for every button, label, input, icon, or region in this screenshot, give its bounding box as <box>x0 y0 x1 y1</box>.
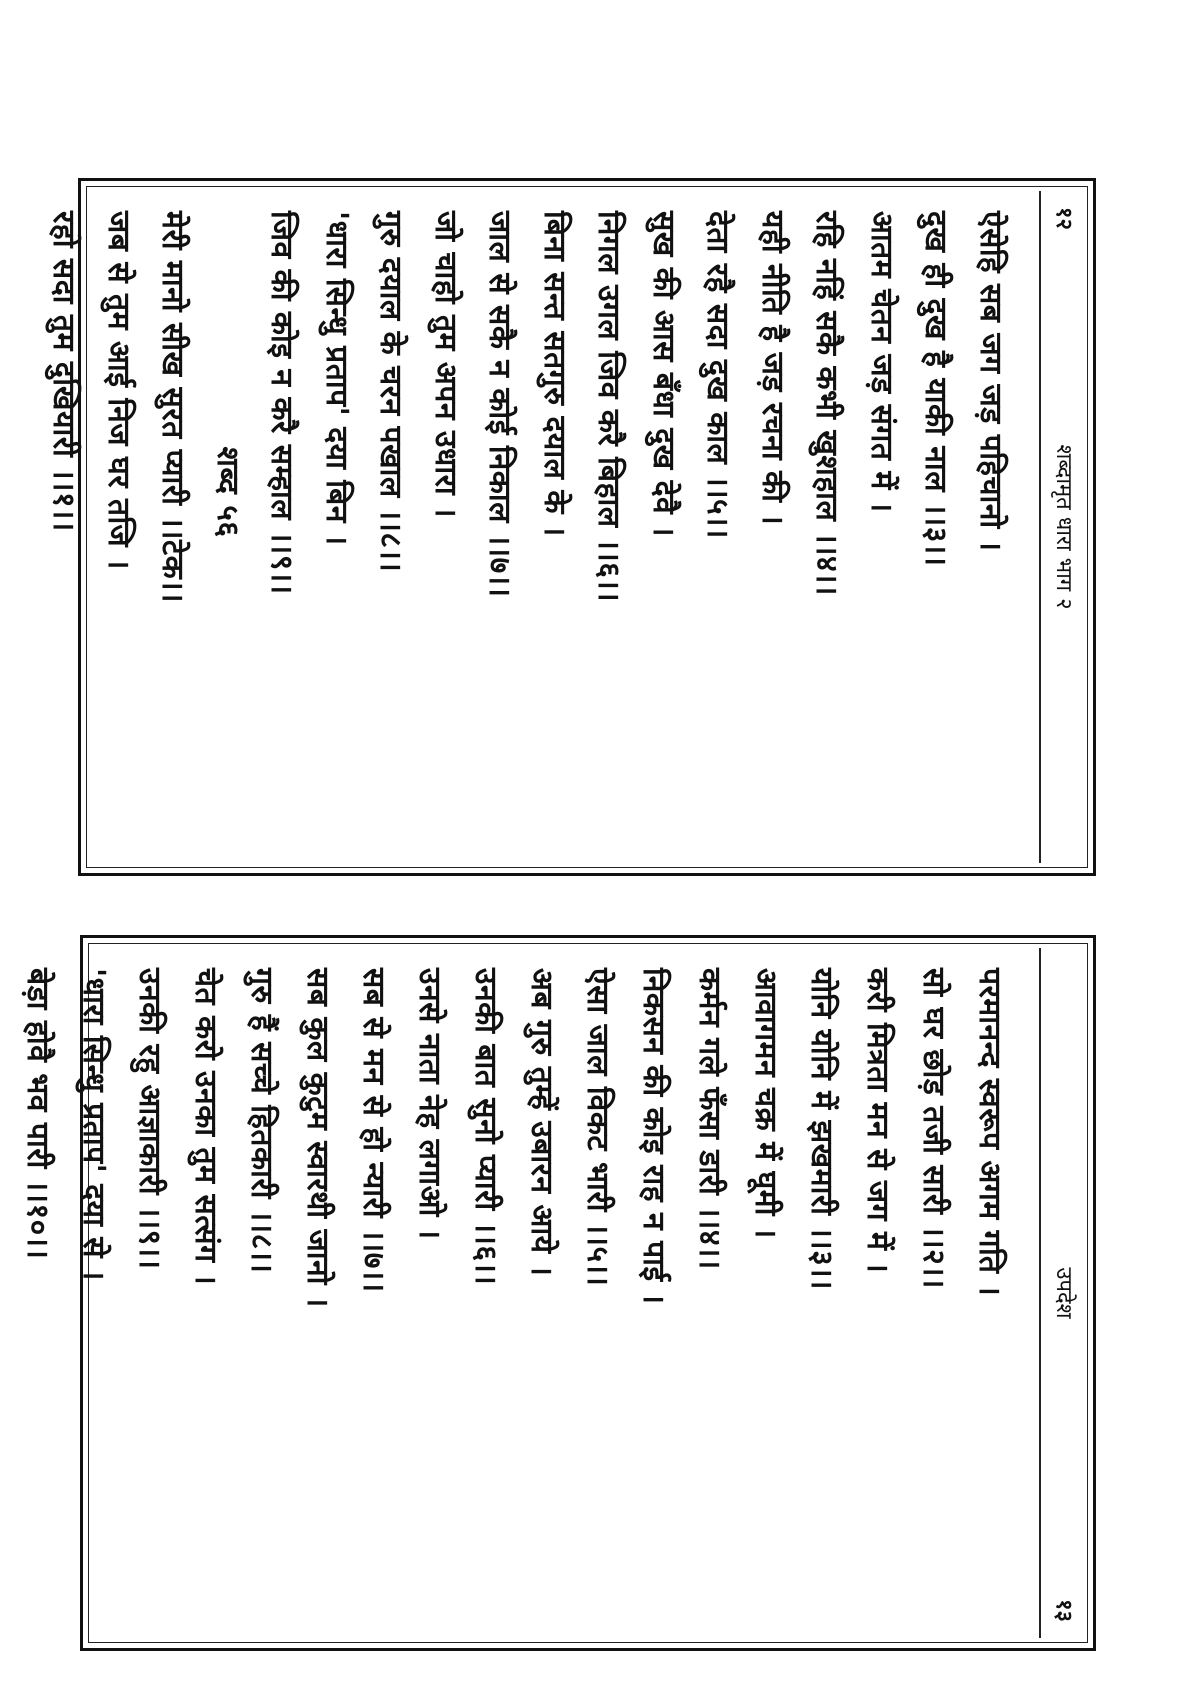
verse-line: गुरु दयाल के चरन पखाल ।।८।। <box>373 211 409 573</box>
right-page <box>20 935 1096 1651</box>
verse-line: सब कुल कुटुम स्वारथी जानो । <box>300 968 335 1308</box>
right-page-body <box>9 948 1039 1638</box>
section-heading: शब्द ५६ <box>210 446 245 538</box>
verse-line: 'धारा सिन्धु प्रताप' दया बिन । <box>319 211 354 546</box>
verse-line: यही नीति है जड़ रचना की । <box>755 211 790 526</box>
verse-line: मेरी मानो सीख सुरत प्यारी ।।टेक।। <box>155 211 191 603</box>
left-page <box>46 178 1096 876</box>
verse-line: जिव की कोइ न करै सम्हाल ।।९।। <box>264 211 300 595</box>
verse-line: निकसन की कोइ राह न पाई । <box>636 968 671 1305</box>
verse-line: कर्मन गले फँसा डारी ।।४।। <box>692 968 727 1270</box>
verse-line: सब से मन से हो न्यारी ।।७।। <box>356 968 391 1293</box>
running-title: शब्दामृत धारा भाग २ <box>1051 444 1076 610</box>
verse-line: उनसे नाता नेह लगाओ । <box>412 968 447 1240</box>
verse-line: परमानन्द स्वरूप अगम गति । <box>972 968 1007 1297</box>
left-page-content <box>46 191 1085 863</box>
verse-line: उनकी बात सुनो प्यारी ।।६।। <box>468 968 503 1286</box>
verse-line: आवागमन चक्र में घूमी । <box>748 968 783 1239</box>
verse-line: जाल से सकै न कोई निकाल ।।७।। <box>482 211 518 598</box>
verse-line: सुख की आस बँधा दुख देवै । <box>646 211 681 538</box>
verse-line: उनकी रहु आज्ञाकारी ।।९।। <box>132 968 167 1270</box>
verse-line: जो चाहो तुम अपन उधारा । <box>428 211 463 518</box>
verse-line: ऐसेहि सब जग जड़ पहिचानो । <box>973 211 1008 552</box>
verse-line: रहो सदा तुम दुखियारी ।।१।। <box>46 211 82 532</box>
running-title: उपदेश <box>1051 1267 1076 1319</box>
verse-line: चेत करो उनका तुम सत्संग । <box>188 968 223 1286</box>
verse-line: बिना सन्त सतगुरु दयाल के । <box>537 211 572 537</box>
verse-line: निगल उगल जिव करै बिहाल ।।६।। <box>591 211 627 603</box>
verse-line: करी मित्रता मन से जग में । <box>860 968 895 1274</box>
verse-line: आतम चेतन जड़ संगत में । <box>864 211 899 513</box>
left-page-body <box>36 191 1039 863</box>
left-page-header <box>1039 191 1085 863</box>
verse-line: योनि योनि में झखमारी ।।३।। <box>804 968 839 1290</box>
right-page-header <box>1039 948 1085 1638</box>
verse-line: बेड़ा होवै भव पारी ।।१०।। <box>20 968 55 1260</box>
page-number: १२ <box>1051 207 1076 230</box>
verse-line: सो घर छोड़ तजी सारी ।।२।। <box>916 968 951 1289</box>
verse-line: जब से तुम आई निज घर तजि । <box>101 211 136 570</box>
verse-line: ऐसा जाल विकट भारी ।।५।। <box>580 968 615 1287</box>
verse-line: गुरु हैं सच्चे हितकारी ।।८।। <box>244 968 279 1274</box>
verse-line: दुख ही दुख है याकी नाल ।।३।। <box>918 211 954 567</box>
verse-line: अब गुरु तुम्हें उबारन आये । <box>524 968 559 1277</box>
verse-line: 'धारा सिन्धु प्रताप' दया से । <box>76 968 111 1281</box>
page-number: १३ <box>1051 1599 1076 1622</box>
verse-line: रहि नहिं सकै कभी खुशहाल ।।४।। <box>809 211 845 596</box>
verse-line: देता रहै सदा दुख काल ।।५।। <box>700 211 736 539</box>
right-page-content <box>20 948 1085 1638</box>
